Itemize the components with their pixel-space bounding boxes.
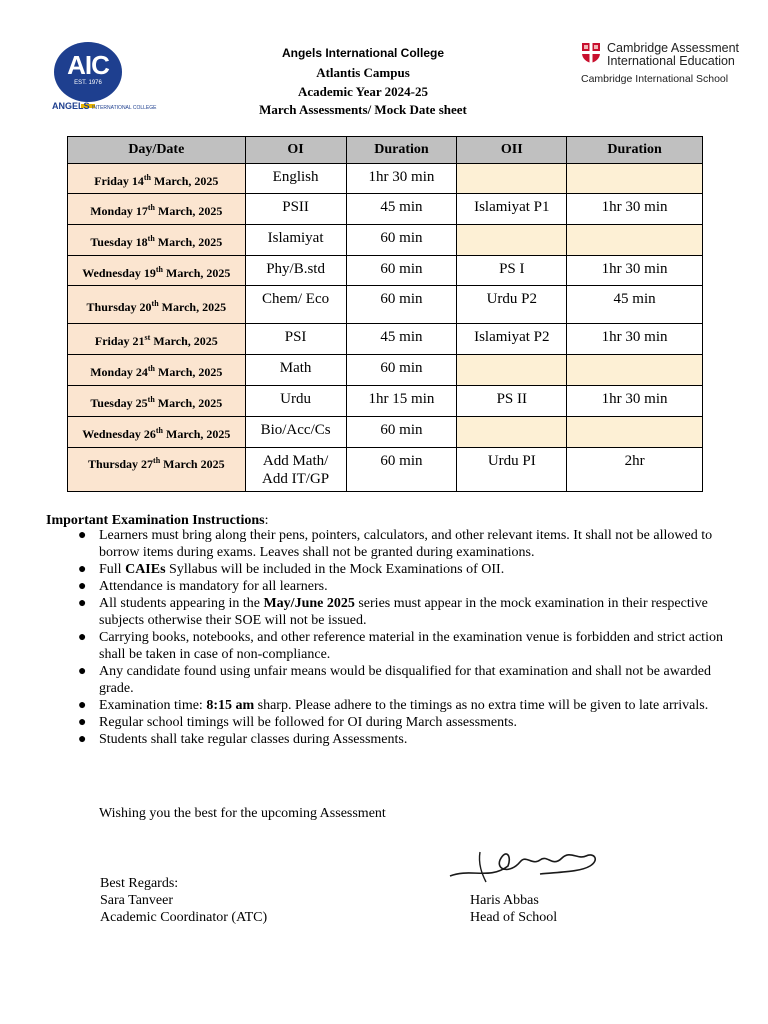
aic-logo-est: EST. 1976 xyxy=(74,80,102,86)
day-cell: Tuesday 18th March, 2025 xyxy=(68,225,246,256)
instructions-title: Important Examination Instructions: xyxy=(46,513,269,528)
oi-duration-cell: 60 min xyxy=(346,256,457,286)
table-row xyxy=(68,164,703,194)
bullet-icon: ● xyxy=(78,715,87,730)
oii-duration-cell xyxy=(567,417,703,448)
oi-cell: Islamiyat xyxy=(245,225,346,256)
bullet-icon: ● xyxy=(78,664,87,679)
day-cell: Thursday 20th March, 2025 xyxy=(68,286,246,324)
oi-cell: Urdu xyxy=(245,386,346,417)
bullet-icon: ● xyxy=(78,698,87,713)
cambridge-text xyxy=(607,42,739,68)
oi-cell: Phy/B.std xyxy=(245,256,346,286)
header-oii: OII xyxy=(457,137,567,164)
day-cell: Friday 21st March, 2025 xyxy=(68,324,246,355)
oi-duration-cell: 60 min xyxy=(346,355,457,386)
head-title: Head of School xyxy=(470,910,558,925)
closing-wish: Wishing you the best for the upcoming Assessment xyxy=(99,806,386,821)
oii-cell: Islamiyat P1 xyxy=(457,194,567,225)
oii-duration-cell: 1hr 30 min xyxy=(567,256,703,286)
oii-cell xyxy=(457,417,567,448)
list-item: ● Regular school timings will be followed for OI during March assessments. xyxy=(78,715,517,730)
campus-name: Atlantis Campus xyxy=(316,65,410,80)
oi-duration-cell: 1hr 15 min xyxy=(346,386,457,417)
oii-cell: Urdu PI xyxy=(457,448,567,492)
list-item: ● Attendance is mandatory for all learners. xyxy=(78,579,328,594)
oii-duration-cell: 45 min xyxy=(567,286,703,324)
head-name: Haris Abbas xyxy=(470,893,539,908)
oii-duration-cell xyxy=(567,355,703,386)
head-signoff xyxy=(470,892,557,926)
header-oi: OI xyxy=(245,137,346,164)
bullet-icon: ● xyxy=(78,596,87,611)
oi-cell: Bio/Acc/Cs xyxy=(245,417,346,448)
oi-duration-cell: 60 min xyxy=(346,448,457,492)
day-cell: Monday 17th March, 2025 xyxy=(68,194,246,225)
table-row xyxy=(68,448,703,492)
oi-duration-cell: 45 min xyxy=(346,324,457,355)
oii-cell: Islamiyat P2 xyxy=(457,324,567,355)
date-sheet-table xyxy=(67,136,703,492)
header-day-date: Day/Date xyxy=(68,137,246,164)
list-item: ● Students shall take regular classes during Assessments. xyxy=(78,732,408,747)
cambridge-shield-icon xyxy=(581,42,601,64)
day-cell: Tuesday 25th March, 2025 xyxy=(68,386,246,417)
bullet-icon: ● xyxy=(78,579,87,594)
oii-cell xyxy=(457,225,567,256)
oii-duration-cell xyxy=(567,164,703,194)
bullet-icon: ● xyxy=(78,562,87,577)
day-cell: Thursday 27th March 2025 xyxy=(68,448,246,492)
day-cell: Friday 14th March, 2025 xyxy=(68,164,246,194)
table-row xyxy=(68,324,703,355)
oi-cell: English xyxy=(245,164,346,194)
table-row xyxy=(68,256,703,286)
oii-duration-cell xyxy=(567,225,703,256)
list-item: ● Examination time: 8:15 am sharp. Please adhere to the timings as no extra time will be given to late arrivals. xyxy=(78,698,709,713)
aic-brand-line xyxy=(52,101,157,111)
header-oii-duration: Duration xyxy=(567,137,703,164)
oii-cell: PS I xyxy=(457,256,567,286)
oi-cell: Math xyxy=(245,355,346,386)
coordinator-signoff xyxy=(100,875,267,926)
oi-cell: Chem/ Eco xyxy=(245,286,346,324)
oi-duration-cell: 60 min xyxy=(346,286,457,324)
oi-duration-cell: 45 min xyxy=(346,194,457,225)
document-title: March Assessments/ Mock Date sheet xyxy=(259,102,467,117)
cambridge-school: Cambridge International School xyxy=(581,73,729,85)
table-row xyxy=(68,386,703,417)
oii-cell xyxy=(457,164,567,194)
bullet-icon: ● xyxy=(78,732,87,747)
cambridge-line1: Cambridge Assessment xyxy=(607,41,740,55)
aic-brand-small: INTERNATIONAL COLLEGE xyxy=(92,105,157,111)
oi-cell: Add Math/ Add IT/GP xyxy=(245,448,346,492)
oii-cell: PS II xyxy=(457,386,567,417)
bullet-icon: ● xyxy=(78,630,87,645)
table-header-row xyxy=(68,137,703,164)
oi-duration-cell: 60 min xyxy=(346,225,457,256)
oii-duration-cell: 1hr 30 min xyxy=(567,324,703,355)
table-row xyxy=(68,286,703,324)
signature-icon xyxy=(440,838,610,888)
list-item: ● Any candidate found using unfair means would be disqualified for that examination and shall not be awarded grade. xyxy=(78,664,711,696)
oii-cell: Urdu P2 xyxy=(457,286,567,324)
day-cell: Wednesday 19th March, 2025 xyxy=(68,256,246,286)
list-item: ● All students appearing in the May/June 2025 series must appear in the mock examination in their respective subjects otherwise their SOE will not be issued. xyxy=(78,596,708,628)
oi-cell: PSI xyxy=(245,324,346,355)
oii-duration-cell: 2hr xyxy=(567,448,703,492)
oii-duration-cell: 1hr 30 min xyxy=(567,386,703,417)
oi-duration-cell: 1hr 30 min xyxy=(346,164,457,194)
oii-duration-cell: 1hr 30 min xyxy=(567,194,703,225)
coordinator-name: Sara Tanveer xyxy=(100,893,174,908)
college-name: Angels International College xyxy=(281,46,445,60)
coordinator-title: Academic Coordinator (ATC) xyxy=(100,910,268,925)
table-row xyxy=(68,355,703,386)
table-row xyxy=(68,225,703,256)
aic-logo-letters: AIC xyxy=(67,50,109,80)
aic-brand-name: ANGELS xyxy=(52,101,90,111)
table-row xyxy=(68,194,703,225)
cambridge-line2: International Education xyxy=(607,54,735,68)
instructions-list xyxy=(78,527,728,748)
list-item: ● Full CAIEs Syllabus will be included in the Mock Examinations of OII. xyxy=(78,562,505,577)
list-item: ● Carrying books, notebooks, and other reference material in the examination venue is forbidden and strict action shall be taken in case of non-compliance. xyxy=(78,630,723,662)
header-oi-duration: Duration xyxy=(346,137,457,164)
oi-duration-cell: 60 min xyxy=(346,417,457,448)
oi-cell: PSII xyxy=(245,194,346,225)
oii-cell xyxy=(457,355,567,386)
day-cell: Monday 24th March, 2025 xyxy=(68,355,246,386)
list-item: ● Learners must bring along their pens, pointers, calculators, and other relevant items. It shall not be allowed to borrow items during exams. Leaves shall not be granted during examinations. xyxy=(78,528,713,560)
academic-year: Academic Year 2024-25 xyxy=(298,84,428,99)
bullet-icon: ● xyxy=(78,528,87,543)
regards-line: Best Regards: xyxy=(100,876,179,891)
table-row xyxy=(68,417,703,448)
day-cell: Wednesday 26th March, 2025 xyxy=(68,417,246,448)
